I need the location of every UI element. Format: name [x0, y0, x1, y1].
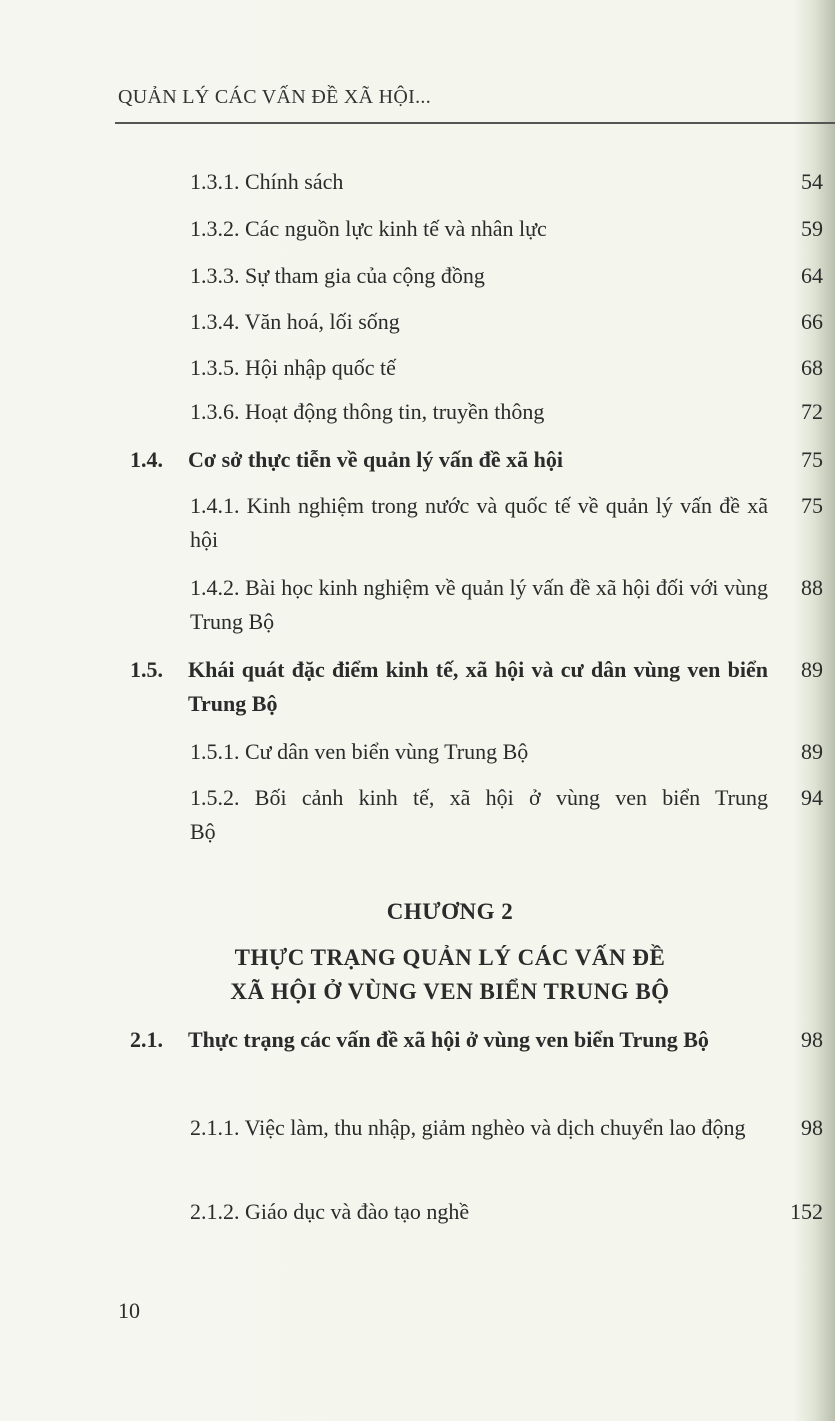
toc-label: 2.1.1. Việc làm, thu nhập, giảm nghèo và dịch chuyển lao động: [190, 1115, 746, 1140]
toc-page: 72: [801, 399, 823, 424]
toc-page: 98: [801, 1027, 823, 1052]
toc-label: 1.5.1. Cư dân ven biển vùng Trung Bộ: [190, 739, 529, 764]
section-label: Khái quát đặc điểm kinh tế, xã hội và cư dân vùng ven biển Trung Bộ: [188, 657, 768, 716]
toc-page: 152: [790, 1199, 823, 1224]
section-label: Thực trạng các vấn đề xã hội ở vùng ven biển Trung Bộ: [188, 1027, 709, 1052]
toc-page: 75: [801, 447, 823, 472]
toc-label: 1.5.2. Bối cảnh kinh tế, xã hội ở vùng ven biển Trung Bộ: [190, 785, 768, 844]
section-number: 1.4.: [130, 447, 163, 472]
toc-page: 64: [801, 263, 823, 288]
toc-label: 1.4.2. Bài học kinh nghiệm về quản lý vấn đề xã hội đối với vùng Trung Bộ: [190, 575, 768, 634]
toc-page: 98: [801, 1115, 823, 1140]
header-rule: [115, 122, 835, 124]
toc-label: 1.3.6. Hoạt động thông tin, truyền thông: [190, 399, 545, 424]
running-header: QUẢN LÝ CÁC VẤN ĐỀ XÃ HỘI...: [118, 86, 432, 108]
toc-page: 89: [801, 739, 823, 764]
toc-label: 2.1.2. Giáo dục và đào tạo nghề: [190, 1199, 470, 1224]
toc-page: 66: [801, 309, 823, 334]
chapter-title-line2: XÃ HỘI Ở VÙNG VEN BIỂN TRUNG BỘ: [230, 979, 670, 1004]
toc-page: 75: [801, 493, 823, 518]
section-number: 1.5.: [130, 657, 163, 682]
toc-page: 88: [801, 575, 823, 600]
toc-label: 1.3.2. Các nguồn lực kinh tế và nhân lực: [190, 216, 547, 241]
toc-label: 1.3.1. Chính sách: [190, 169, 344, 194]
page-number: 10: [118, 1298, 140, 1323]
toc-page: 89: [801, 657, 823, 682]
toc-label: 1.3.3. Sự tham gia của cộng đồng: [190, 263, 485, 288]
toc-label: 1.4.1. Kinh nghiệm trong nước và quốc tế về quản lý vấn đề xã hội: [190, 493, 768, 552]
chapter-heading: CHƯƠNG 2: [386, 899, 514, 924]
toc-label: 1.3.4. Văn hoá, lối sống: [190, 309, 400, 334]
chapter-title-line1: THỰC TRẠNG QUẢN LÝ CÁC VẤN ĐỀ: [234, 945, 666, 970]
toc-page: 59: [801, 216, 823, 241]
toc-page: 94: [801, 785, 823, 810]
toc-page: 68: [801, 355, 823, 380]
section-number: 2.1.: [130, 1027, 163, 1052]
toc-label: 1.3.5. Hội nhập quốc tế: [190, 355, 396, 380]
section-label: Cơ sở thực tiễn về quản lý vấn đề xã hội: [188, 447, 563, 472]
toc-page: 54: [801, 169, 823, 194]
